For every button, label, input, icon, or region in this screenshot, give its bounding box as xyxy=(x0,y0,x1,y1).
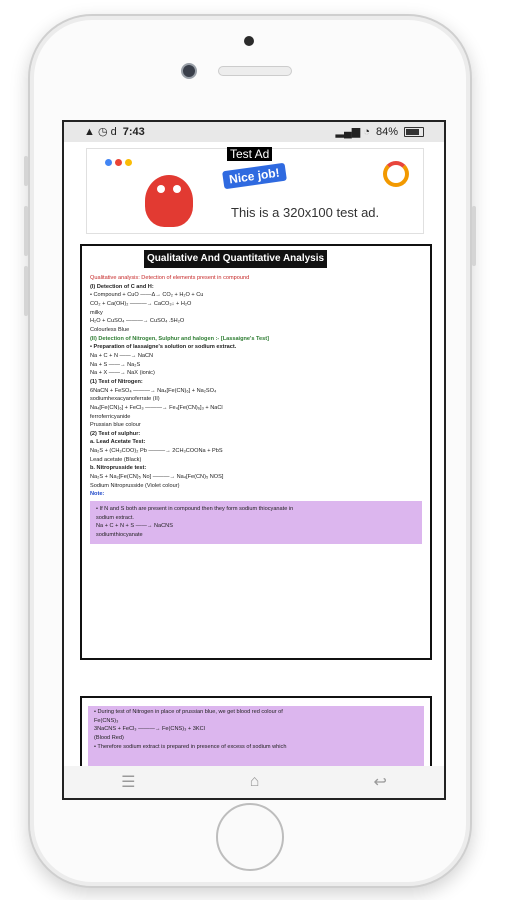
home-button[interactable] xyxy=(216,803,284,871)
note-box xyxy=(90,501,422,544)
power-button xyxy=(472,206,476,266)
note-equation: Na + C + N + S ——→ NaCNS xyxy=(96,523,173,530)
doc2-line-2: Fe(CNS)₃ xyxy=(94,717,119,724)
doc-line: Na₄[Fe(CN)₆] + FeCl₃ ———→ Fe₄[Fe(CN)₆]₃ + NaCl xyxy=(90,404,223,411)
note-equation-sub: sodiumthiocyanate xyxy=(96,532,143,539)
earpiece-speaker xyxy=(218,66,292,76)
doc-line: Sodium Nitroprusside (Violet colour) xyxy=(90,482,180,489)
doc-line: H₂O + CuSO₄ ———→ CuSO₄ .5H₂O xyxy=(90,318,185,325)
doc-line: • Compound + CuO ——Δ→ CO₂ + H₂O + Cu xyxy=(90,292,204,299)
home-nav-icon[interactable]: ⌂ xyxy=(249,773,260,790)
doc-line: 6NaCN + FeSO₄ ———→ Na₄[Fe(CN)₆] + Na₂SO₄ xyxy=(90,387,217,394)
camera-dot xyxy=(244,36,254,46)
menu-icon[interactable]: ☰ xyxy=(121,774,136,791)
doc2-line-3: 3NaCNS + FeCl₃ ———→ Fe(CNS)₃ + 3KCl xyxy=(94,726,205,733)
signal-icon: ▂▄▆ ◔ xyxy=(335,126,370,138)
document-page xyxy=(80,244,432,660)
doc-body xyxy=(90,274,422,544)
volume-down-button xyxy=(24,266,28,316)
doc-line: (1) Test of Nitrogen: xyxy=(90,378,143,385)
doc-line: (II) Detection of Nitrogen, Sulphur and halogen :- [Lassaigne's Test] xyxy=(90,335,269,342)
test-ad-banner[interactable] xyxy=(86,148,424,234)
doc-line: milky xyxy=(90,309,103,316)
doc-line: ferroferricyanide xyxy=(90,413,131,420)
doc-line: • Preparation of lassaigne's solution or sodium extract. xyxy=(90,344,237,351)
doc-line: Na₂S + (CH₃COO)₂ Pb ———→ 2CH₃COONa + PbS xyxy=(90,448,223,455)
note-line-1: • If N and S both are present in compound then they form sodium thiocyanate in xyxy=(96,506,294,513)
doc-line: Na₂S + Na₂[Fe(CN)₅ No] ———→ Na₄[Fe(CN)₅ NOS] xyxy=(90,474,224,481)
battery-percent: 84% xyxy=(375,125,398,138)
mute-switch xyxy=(24,156,28,186)
note-label: Note: xyxy=(90,491,105,498)
note-line-2: sodium extract. xyxy=(96,514,134,521)
volume-up-button xyxy=(24,206,28,256)
status-time: 7:43 xyxy=(122,125,145,138)
front-camera xyxy=(181,63,197,79)
doc-line: Na + C + N ——→ NaCN xyxy=(90,352,154,359)
ad-label: Test Ad xyxy=(227,147,272,161)
doc-line: (2) Test of sulphur: xyxy=(90,430,141,437)
doc-line: (I) Detection of C and H: xyxy=(90,283,154,290)
doc-line: Lead acetate (Black) xyxy=(90,456,142,463)
back-icon[interactable]: ↩ xyxy=(373,774,387,791)
navigation-bar xyxy=(64,766,444,798)
monster-mascot-icon xyxy=(145,175,193,227)
doc-line: Prussian blue colour xyxy=(90,422,141,429)
battery-icon xyxy=(404,127,424,137)
section-heading: Qualitative analysis: Detection of elements present in compound xyxy=(90,275,250,281)
doc-line: b. Nitroprusside test: xyxy=(90,465,147,472)
phone-screen xyxy=(62,120,446,800)
ad-text: This is a 320x100 test ad. xyxy=(231,205,380,220)
doc-lines xyxy=(90,283,422,491)
doc-line: sodiumhexacyanoferrate (II) xyxy=(90,396,160,403)
doc-line: Na + X ——→ NaX (ionic) xyxy=(90,370,155,377)
status-bar xyxy=(64,122,444,142)
ad-dots-icon xyxy=(105,159,132,166)
doc2-line-5: • Therefore sodium extract is prepared in presence of excess of sodium which xyxy=(94,743,287,750)
ad-logo-icon xyxy=(383,161,409,187)
doc-line: CO₂ + Ca(OH)₂ ———→ CaCO₃↓ + H₂O xyxy=(90,300,192,307)
doc-line: a. Lead Acetate Test: xyxy=(90,439,146,446)
doc2-line-1: • During test of Nitrogen in place of prussian blue, we get blood red colour of xyxy=(94,709,283,715)
doc-title: Qualitative And Quantitative Analysis xyxy=(144,250,327,268)
ad-badge: Nice job! xyxy=(222,163,287,190)
status-icons-left: ▲ ◷ d xyxy=(84,126,117,138)
doc-line: Colourless Blue xyxy=(90,326,130,333)
doc-line: Na + S ——→ Na₂S xyxy=(90,361,141,368)
doc2-line-4: (Blood Red) xyxy=(94,734,124,741)
